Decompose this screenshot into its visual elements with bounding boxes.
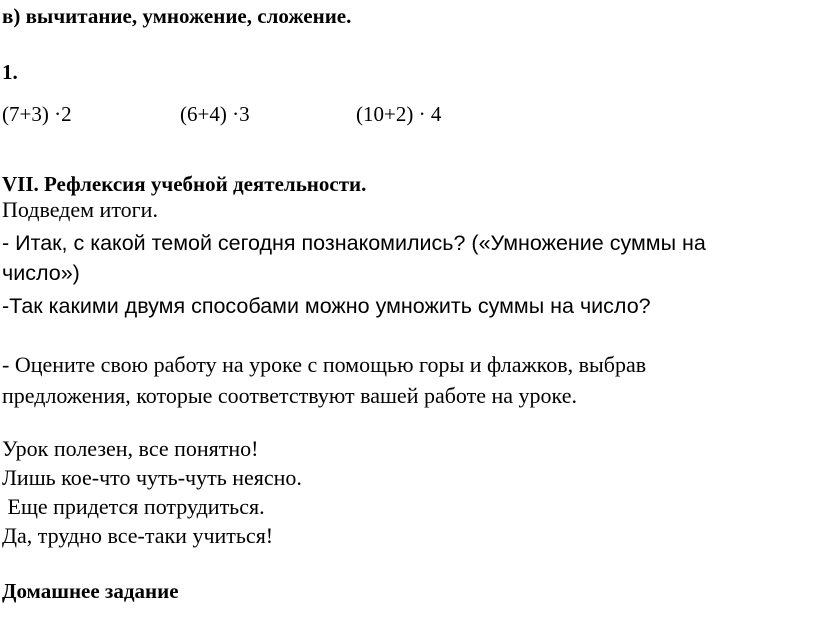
option-1: Урок полезен, все понятно!	[2, 436, 259, 461]
task-number: 1.	[2, 60, 18, 84]
option-3: Еще придется потрудиться.	[2, 494, 265, 519]
option-2: Лишь кое-что чуть-чуть неясно.	[2, 465, 302, 490]
order-heading: в) вычитание, умножение, сложение.	[2, 4, 352, 28]
question-1-line-1: - Итак, с какой темой сегодня познакомились? («Умножение суммы на	[2, 231, 706, 255]
reflection-heading: VII. Рефлексия учебной деятельности.	[2, 172, 367, 196]
expression-3: (10+2) · 4	[356, 102, 442, 126]
assessment-line-2: предложения, которые соответствуют вашей работе на уроке.	[2, 383, 577, 408]
expression-2: (6+4) ·3	[180, 102, 250, 126]
question-1-line-2: число»)	[2, 261, 80, 285]
assessment-line-1: - Оцените свою работу на уроке с помощью горы и флажков, выбрав	[2, 352, 647, 377]
reflection-intro: Подведем итоги.	[2, 197, 158, 222]
homework-heading: Домашнее задание	[2, 579, 179, 603]
question-2: -Так какими двумя способами можно умножить суммы на число?	[2, 294, 651, 318]
expression-1: (7+3) ·2	[2, 102, 72, 126]
option-4: Да, трудно все-таки учиться!	[2, 523, 274, 548]
